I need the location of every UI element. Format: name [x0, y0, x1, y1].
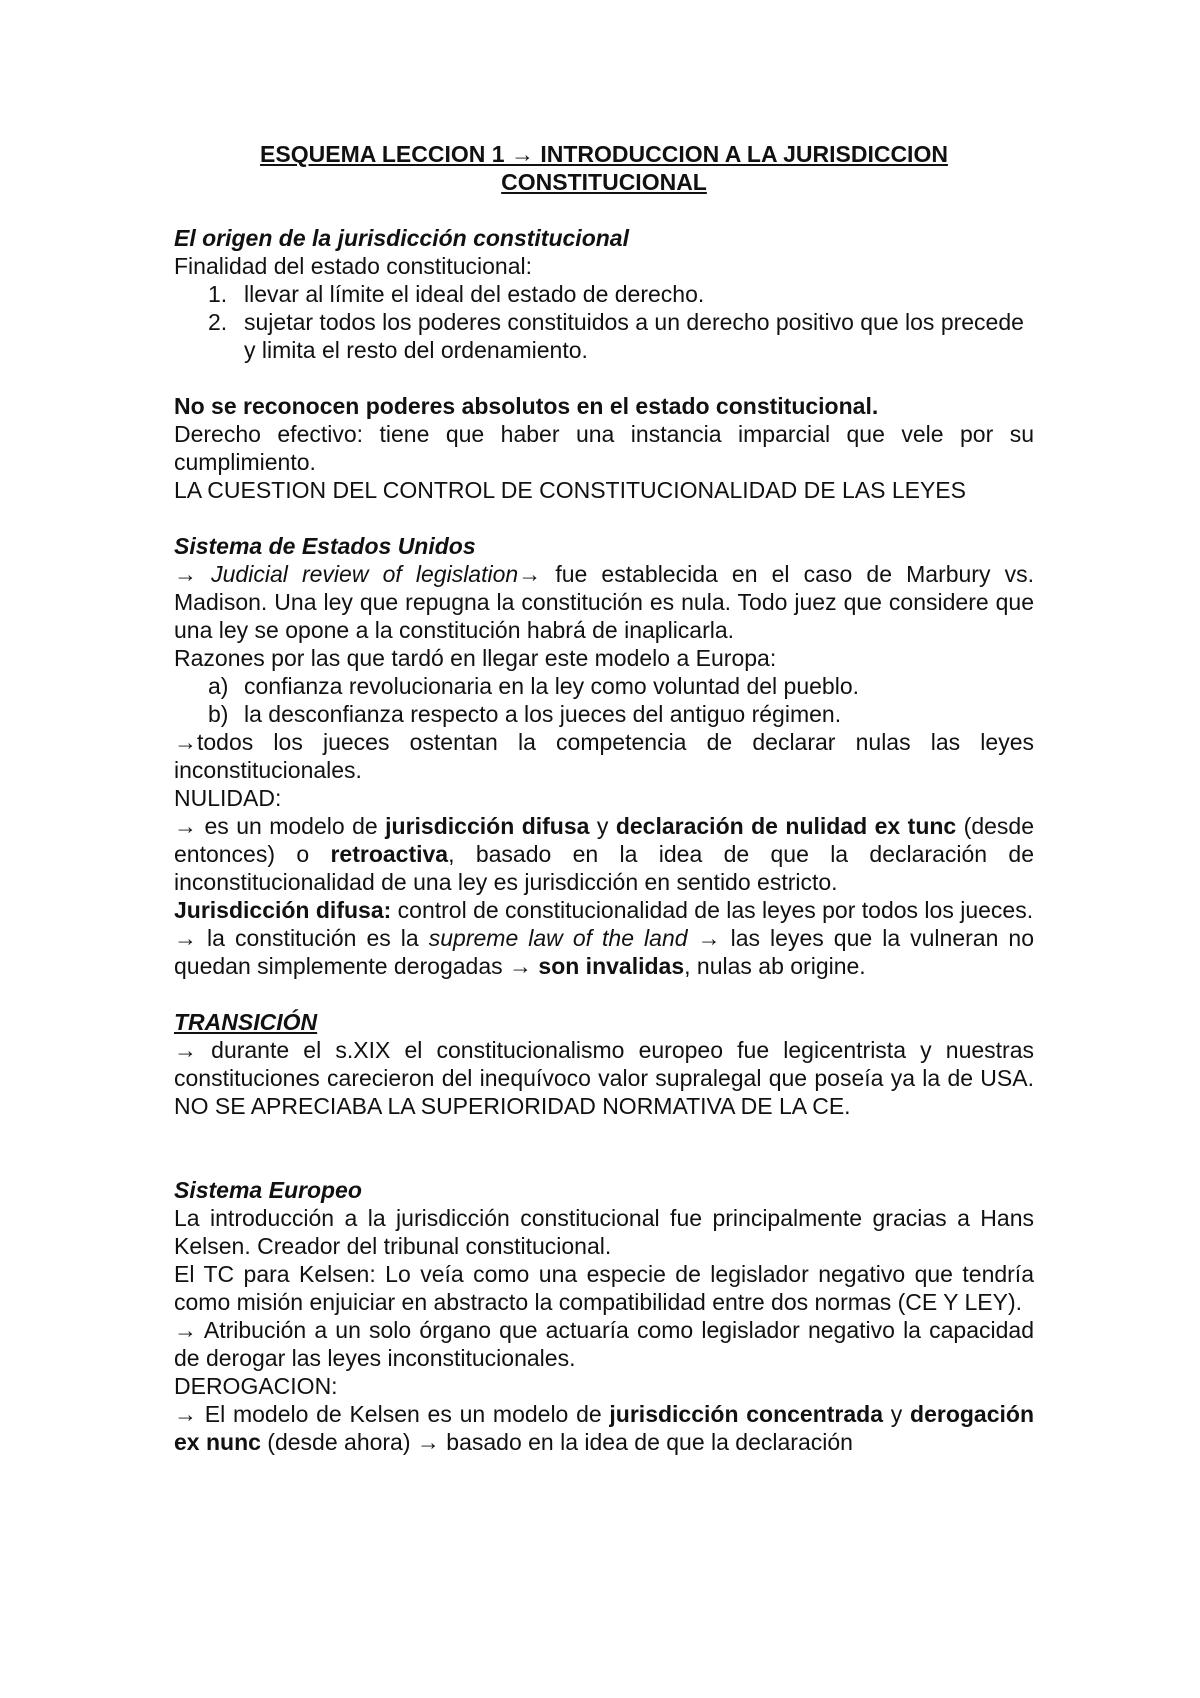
derogacion-label: DEROGACION:: [174, 1373, 338, 1399]
list-item: b) la desconfianza respecto a los jueces del antiguo régimen.: [208, 701, 842, 727]
list-item: a) confianza revolucionaria en la ley como voluntad del pueblo.: [208, 673, 860, 699]
section-heading-origen: El origen de la jurisdicción constitucional: [174, 225, 629, 251]
origen-list: [174, 280, 1034, 364]
europeo-paragraph-1: La introducción a la jurisdicción constitucional fue principalmente gracias a Hans Kelsen. Creador del tribunal constitucional.: [174, 1205, 1034, 1259]
origen-intro: Finalidad del estado constitucional:: [174, 253, 533, 279]
europeo-paragraph-2: El TC para Kelsen: Lo veía como una especie de legislador negativo que tendría como misión enjuiciar en abstracto la compatibilidad entre dos normas (CE Y LEY).: [174, 1261, 1034, 1315]
section-heading-europeo: Sistema Europeo: [174, 1177, 362, 1203]
document-page: [174, 140, 1034, 1456]
derecho-efectivo: Derecho efectivo: tiene que haber una instancia imparcial que vele por su cumplimiento.: [174, 421, 1034, 475]
nulidad-paragraph: → es un modelo de jurisdicción difusa y declaración de nulidad ex tunc (desde entonces) o retroactiva, basado en la idea de que la declaración de inconstitucionalidad de una ley es jurisdicción en sentido estricto.: [174, 813, 1034, 895]
transicion-paragraph: → durante el s.XIX el constitucionalismo europeo fue legicentrista y nuestras constituciones carecieron del inequívoco valor supralegal que poseía ya la de USA. NO SE APRECIABA LA SUPERIORIDAD NORMATIVA DE LA CE.: [174, 1037, 1034, 1119]
usa-paragraph-1: → Judicial review of legislation→ fue establecida en el caso de Marbury vs. Madison. Una ley que repugna la constitución es nula. Todo juez que considere que una ley se opone a la constitución habrá de inaplicarla.: [174, 561, 1034, 643]
derogacion-paragraph: → El modelo de Kelsen es un modelo de jurisdicción concentrada y derogación ex nunc (desde ahora) → basado en la idea de que la declaración: [174, 1401, 1034, 1455]
list-item: 2. sujetar todos los poderes constituidos a un derecho positivo que los precede y limita el resto del ordenamiento.: [208, 309, 1024, 363]
supreme-law-paragraph: → la constitución es la supreme law of the land → las leyes que la vulneran no quedan simplemente derogadas → son invalidas, nulas ab origine.: [174, 925, 1034, 979]
cuestion-control: LA CUESTION DEL CONTROL DE CONSTITUCIONALIDAD DE LAS LEYES: [174, 477, 966, 503]
bold-statement: No se reconocen poderes absolutos en el estado constitucional.: [174, 393, 879, 419]
nulidad-label: NULIDAD:: [174, 785, 282, 811]
title-line-1: ESQUEMA LECCION 1 → INTRODUCCION A LA JURISDICCION: [260, 141, 948, 167]
usa-list: [174, 672, 1034, 728]
difusa-paragraph: Jurisdicción difusa: control de constitucionalidad de las leyes por todos los jueces.: [174, 897, 1034, 923]
europeo-paragraph-3: → Atribución a un solo órgano que actuaría como legislador negativo la capacidad de derogar las leyes inconstitucionales.: [174, 1317, 1034, 1371]
section-heading-transicion: TRANSICIÓN: [174, 1009, 318, 1035]
list-item: 1. llevar al límite el ideal del estado de derecho.: [208, 281, 705, 307]
title-line-2: CONSTITUCIONAL: [501, 169, 707, 195]
usa-todos-jueces: →todos los jueces ostentan la competencia de declarar nulas las leyes inconstitucionales.: [174, 729, 1034, 783]
usa-razones: Razones por las que tardó en llegar este modelo a Europa:: [174, 645, 777, 671]
document-title: [174, 140, 1034, 196]
section-heading-usa: Sistema de Estados Unidos: [174, 533, 476, 559]
